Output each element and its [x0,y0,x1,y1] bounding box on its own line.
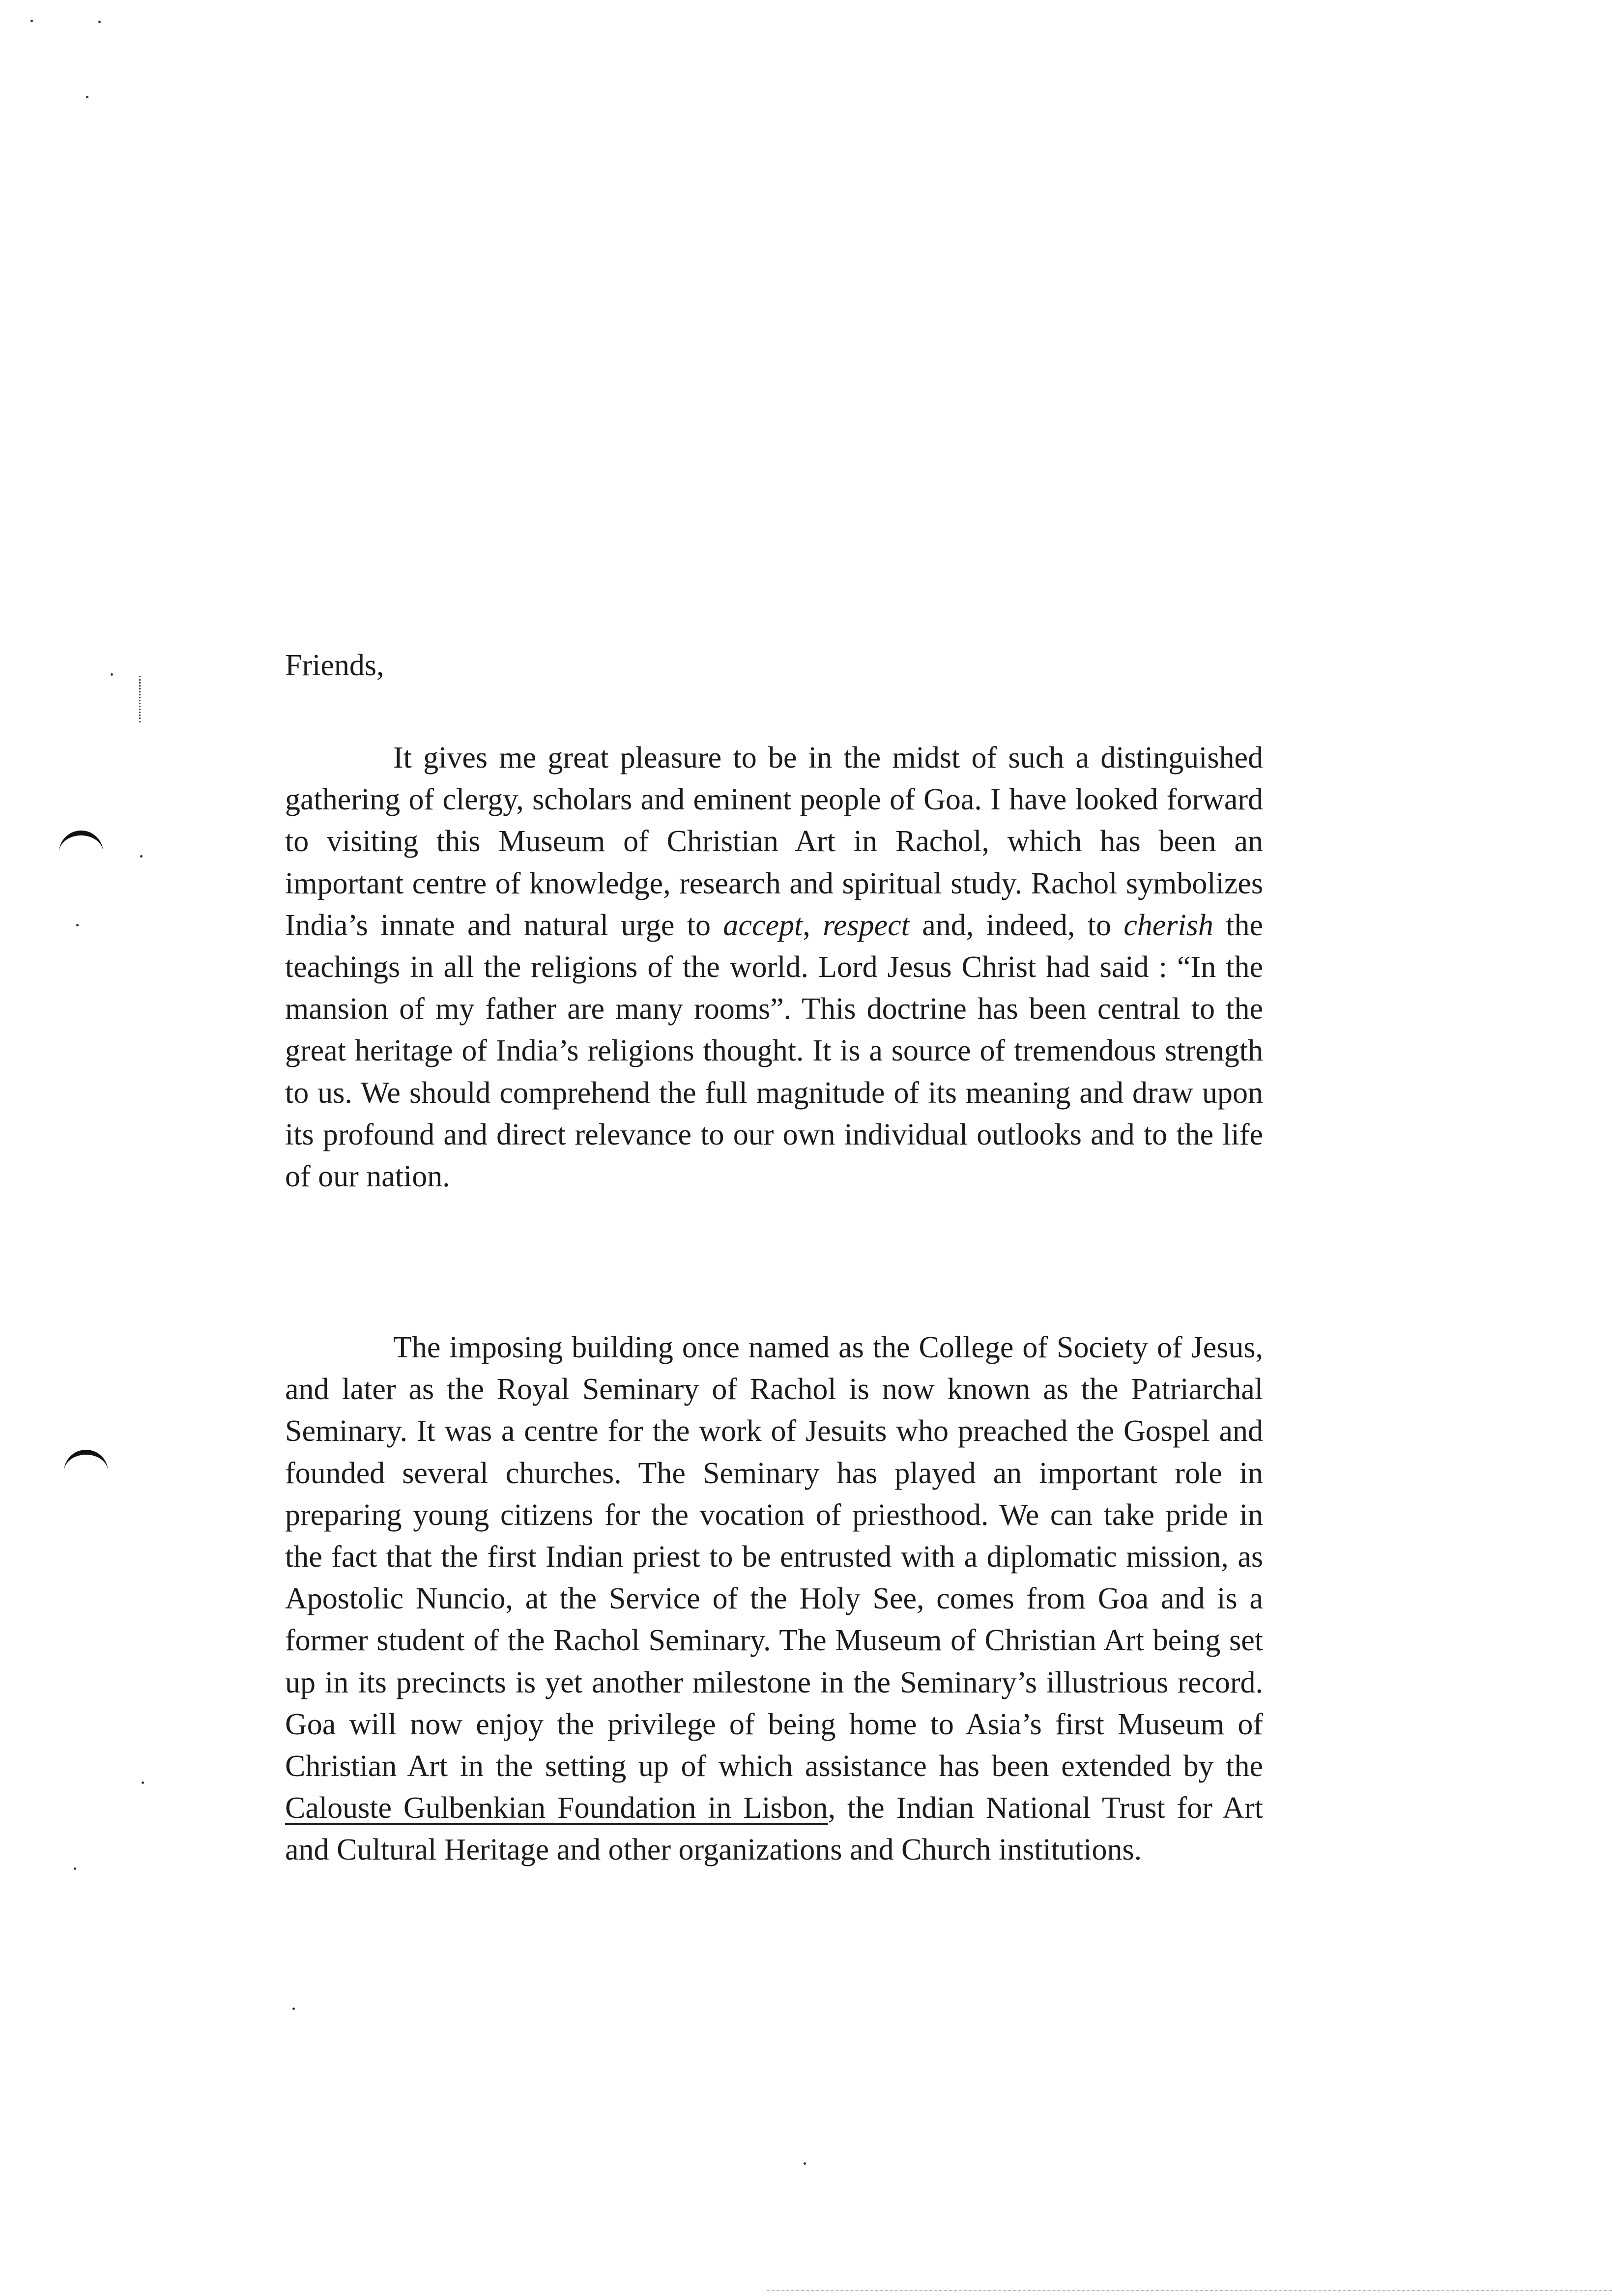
paragraph-2 [285,1327,1263,1871]
scan-speck [142,1781,144,1784]
scan-speck [804,2162,806,2165]
emphasis-cherish: cherish [1123,908,1213,942]
punch-hole-mark [64,1450,108,1494]
scan-dotted-mark [139,676,141,722]
scan-speck [140,855,143,858]
emphasis-respect: respect [823,908,910,942]
scan-edge-line [767,2290,1612,2291]
scan-speck [292,2008,295,2010]
paragraph-1-text-a: It gives me great pleasure to be in the midst of such a distinguished gathering of clergy, scholars and eminent people of Goa. I have looked forward to visiting this Museum of Christian Art in Rachol, which has been an important centre of knowledge, research and spiritual study. Rachol symbolizes India’s innate and natural urge to [285,741,1263,942]
paragraph-2-text-a: The imposing building once named as the College of Society of Jesus, and later as the Royal Seminary of Rachol is now known as the Patriarchal Seminary. It was a centre for the work of Jesuits who preached the Gospel and founded several churches. The Seminary has played an important role in preparing young citizens for the vocation of priesthood. We can take pride in the fact that the first Indian priest to be entrusted with a diplomatic mission, as Apostolic Nuncio, at the Service of the Holy See, comes from Goa and is a former student of the Rachol Seminary. The Museum of Christian Art being set up in its precincts is yet another milestone in the Seminary’s illustrious record. Goa will now enjoy the privilege of being home to Asia’s first Museum of Christian Art in the setting up of which assistance has been extended by the [285,1331,1263,1783]
scan-speck [111,673,113,676]
scan-speck [30,20,33,22]
paragraph-1-text-d: the teachings in all the religions of the world. Lord Jesus Christ had said : “In the mansion of my father are many rooms”. This doctrine has been central to the great heritage of India’s religions thought. It is a source of tremendous strength to us. We should comprehend the full magnitude of its meaning and draw upon its profound and direct relevance to our own individual outlooks and to the life of our nation. [285,908,1264,1194]
underlined-foundation-name: Calouste Gulbenkian Foundation in Lisbon [285,1791,828,1825]
scan-speck [98,21,101,23]
scan-speck [76,924,79,926]
punch-hole-mark [59,831,103,875]
emphasis-accept: accept [723,908,803,942]
paragraph-1-text-c: and, indeed, to [909,908,1124,942]
scan-speck [86,96,88,98]
scan-speck [74,1867,76,1870]
salutation: Friends, [285,649,384,682]
paragraph-1 [285,737,1263,1198]
paragraph-2-text-b: , the Indian National Trust for Art and Cultural Heritage and other organizations and Church institutions. [285,1791,1263,1867]
paragraph-1-text-b: , [803,908,823,942]
